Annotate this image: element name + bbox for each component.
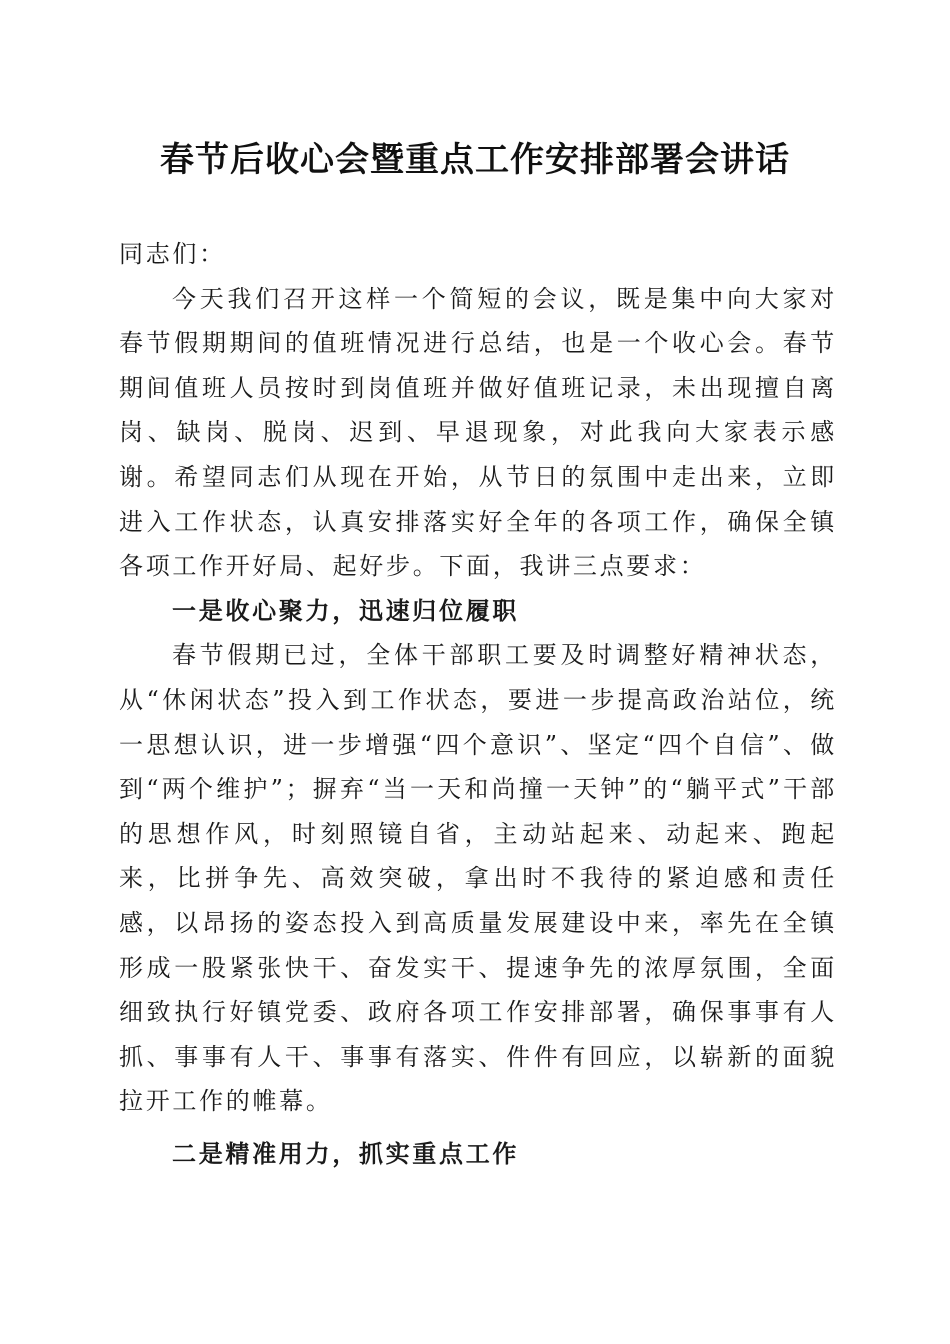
document-body <box>119 232 837 1176</box>
section-2-heading: 二是精准用力，抓实重点工作 <box>172 1138 520 1168</box>
intro-paragraph: 今天我们召开这样一个简短的会议，既是集中向大家对春节假期期间的值班情况进行总结，也是一个收心会。春节期间值班人员按时到岗值班并做好值班记录，未出现擅自离岗、缺岗、脱岗、迟到、早退现象，对此我向大家表示感谢。希望同志们从现在开始，从节日的氛围中走出来，立即进入工作状态，认真安排落实好全年的各项工作，确保全镇各项工作开好局、起好步。下面，我讲三点要求： <box>119 284 837 581</box>
section-1-paragraph: 春节假期已过，全体干部职工要及时调整好精神状态，从“休闲状态”投入到工作状态，要进一步提高政治站位，统一思想认识，进一步增强“四个意识”、坚定“四个自信”、做到“两个维护”；摒弃“当一天和尚撞一天钟”的“躺平式”干部的思想作风，时刻照镜自省，主动站起来、动起来、跑起来，比拼争先、高效突破，拿出时不我待的紧迫感和责任感，以昂扬的姿态投入到高质量发展建设中来，率先在全镇形成一股紧张快干、奋发实干、提速争先的浓厚氛围，全面细致执行好镇党委、政府各项工作安排部署，确保事事有人抓、事事有人干、事事有落实、件件有回应，以崭新的面貌拉开工作的帷幕。 <box>119 641 837 1116</box>
section-1-heading: 一是收心聚力，迅速归位履职 <box>172 595 520 625</box>
salutation: 同志们： <box>119 240 226 268</box>
document-title: 春节后收心会暨重点工作安排部署会讲话 <box>160 140 790 180</box>
